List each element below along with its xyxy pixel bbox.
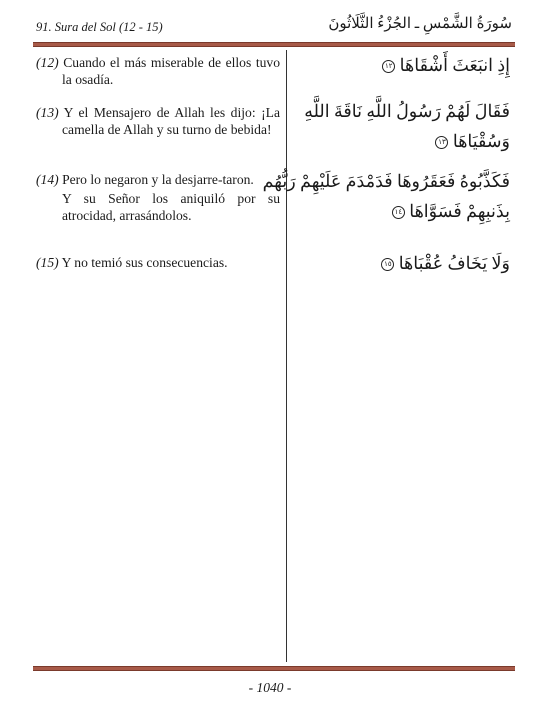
verse-line: Y no temió sus consecuencias. — [61, 255, 228, 270]
verse-marker: ١٣ — [435, 136, 448, 149]
verse-marker: ١٤ — [392, 206, 405, 219]
verse-15-text — [36, 254, 280, 271]
arabic-text: وَسُقْيَاهَا — [452, 131, 510, 151]
verse-13-arabic — [290, 96, 510, 156]
verse-marker: ١٢ — [382, 60, 395, 73]
arabic-text: إِذِ انبَعَثَ أَشْقَاهَا — [399, 55, 510, 75]
verse-line: Cuando el más miserable de ellos tuvo la osadía. — [62, 55, 280, 87]
verse-line: Pero lo negaron y la desjarre-taron. — [62, 172, 254, 187]
verse-number: (12) — [36, 55, 59, 70]
bottom-rule — [33, 666, 515, 671]
verse-13-text — [36, 104, 280, 138]
verse-number: (13) — [36, 105, 59, 120]
verse-14-translation — [36, 171, 280, 224]
verse-12-text — [36, 54, 280, 88]
top-rule — [33, 42, 515, 47]
verse-12-arabic — [290, 50, 510, 80]
verse-number: (14) — [36, 172, 59, 187]
arabic-line-2 — [290, 126, 510, 156]
verse-marker: ١٥ — [381, 258, 394, 271]
verse-line: Y el Mensajero de Allah les dijo: ¡La camella de Allah y su turno de bebida! — [62, 105, 280, 137]
arabic-text: وَلَا يَخَافُ عُقْبَاهَا — [398, 253, 510, 273]
arabic-text: بِذَنبِهِمْ فَسَوَّاهَا — [409, 201, 510, 221]
page-number: - 1040 - — [248, 680, 292, 695]
arabic-line-2 — [290, 196, 510, 226]
verse-14-arabic — [262, 166, 510, 226]
arabic-line-1: فَقَالَ لَهُمْ رَسُولُ اللَّهِ نَاقَةَ اللَّهِ — [304, 101, 510, 121]
running-header-arabic: سُورَةُ الشَّمْسِ ـ الجُزْءُ الثَّلَاثُونَ — [328, 16, 512, 32]
verse-14-text-2: Y su Señor los aniquiló por su atrocidad, arrasándolos. — [62, 191, 280, 223]
verse-15-translation — [36, 254, 280, 271]
verse-12-translation — [36, 54, 280, 88]
running-header-title: 91. Sura del Sol (12 - 15) — [36, 20, 163, 34]
arabic-line-1: فَكَذَّبُوهُ فَعَقَرُوهَا فَدَمْدَمَ عَلَيْهِمْ رَبُّهُم — [262, 171, 510, 191]
column-divider — [286, 50, 287, 662]
verse-number: (15) — [36, 255, 59, 270]
verse-13-translation — [36, 104, 280, 138]
verse-15-arabic — [290, 248, 510, 278]
verse-14-text — [36, 171, 280, 188]
